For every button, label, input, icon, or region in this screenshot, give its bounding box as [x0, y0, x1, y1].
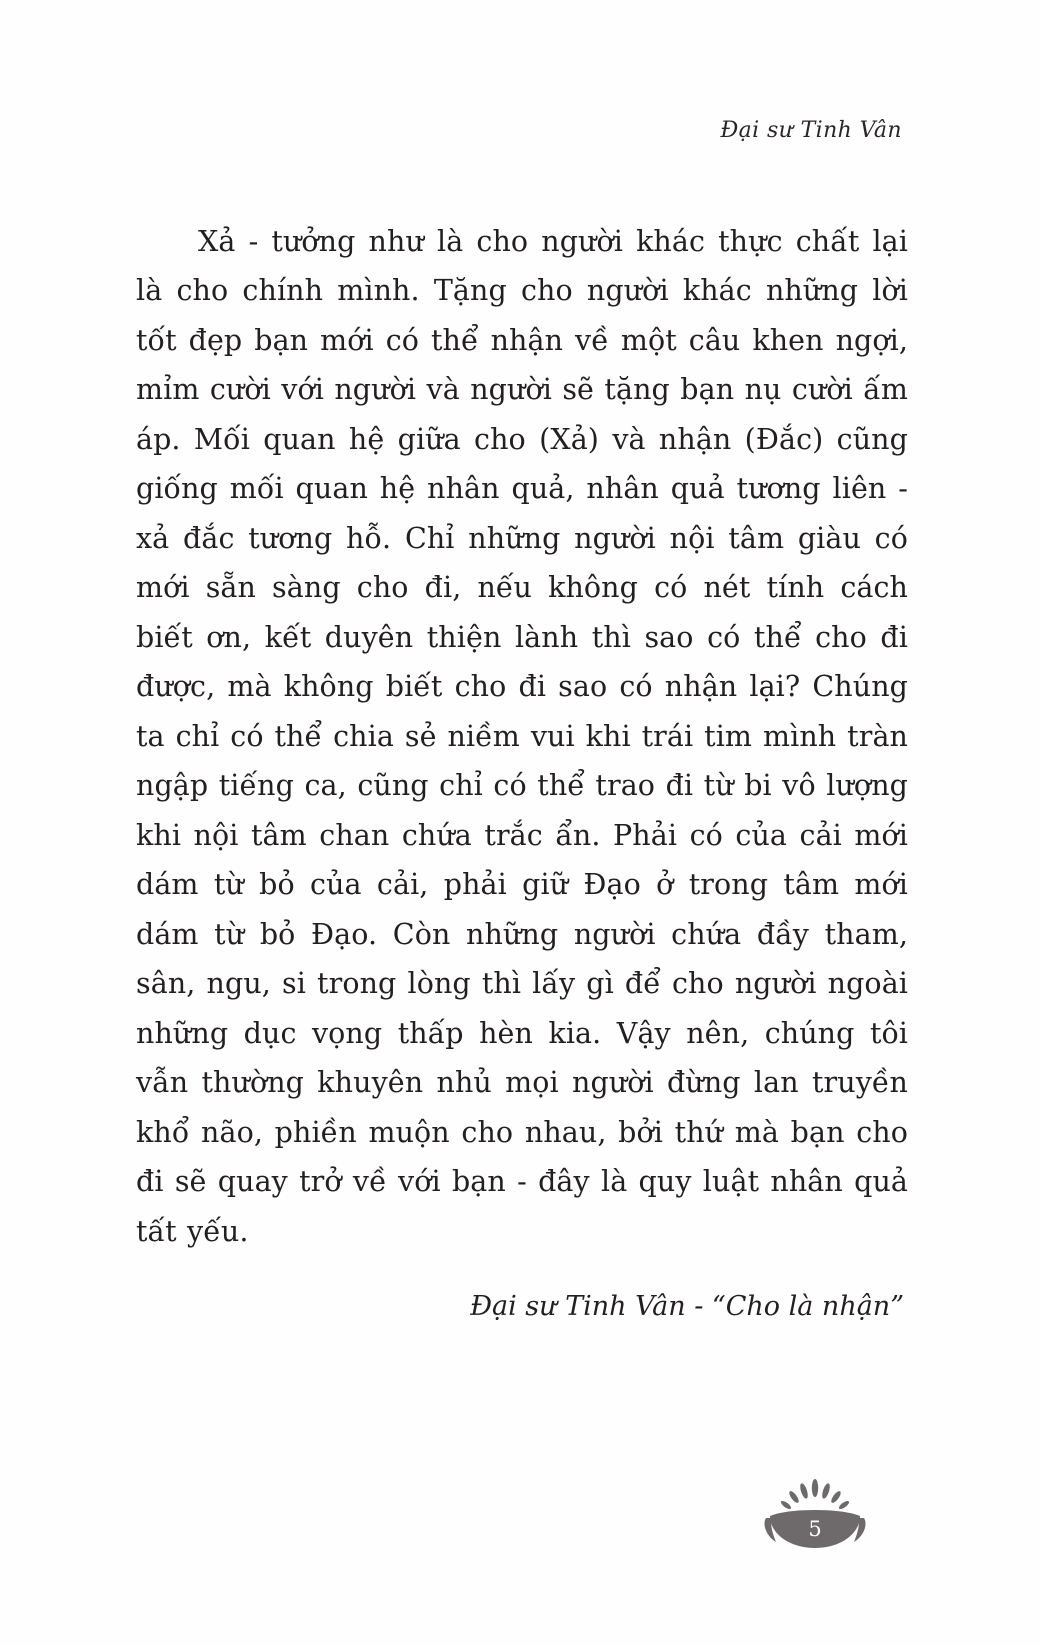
page-footer — [0, 1476, 1040, 1550]
lotus-ornament — [762, 1476, 868, 1550]
running-head: Đại sư Tinh Vân — [720, 118, 902, 143]
attribution-line: Đại sư Tinh Vân - “Cho là nhận” — [470, 1291, 904, 1322]
paragraph-main: Xả - tưởng như là cho người khác thực chất lại là cho chính mình. Tặng cho người khác những lời tốt đẹp bạn mới có thể nhận về một câu khen ngợi, mỉm cười với người và người sẽ tặng bạn nụ cười ấm áp. Mối quan hệ giữa cho (Xả) và nhận (Đắc) cũng giống mối quan hệ nhân quả, nhân quả tương liên - xả đắc tương hỗ. Chỉ những người nội tâm giàu có mới sẵn sàng cho đi, nếu không có nét tính cách biết ơn, kết duyên thiện lành thì sao có thể cho đi được, mà không biết cho đi sao có nhận lại? Chúng ta chỉ có thể chia sẻ niềm vui khi trái tim mình tràn ngập tiếng ca, cũng chỉ có thể trao đi từ bi vô lượng khi nội tâm chan chứa trắc ẩn. Phải có của cải mới dám từ bỏ của cải, phải giữ Đạo ở trong tâm mới dám từ bỏ Đạo. Còn những người chứa đầy tham, sân, ngu, si trong lòng thì lấy gì để cho người ngoài những dục vọng thấp hèn kia. Vậy nên, chúng tôi vẫn thường khuyên nhủ mọi người đừng lan truyền khổ não, phiền muộn cho nhau, bởi thứ mà bạn cho đi sẽ quay trở về với bạn - đây là quy luật nhân quả tất yếu. — [136, 224, 908, 1248]
page-number: 5 — [808, 1517, 822, 1541]
body-content — [136, 188, 908, 1355]
